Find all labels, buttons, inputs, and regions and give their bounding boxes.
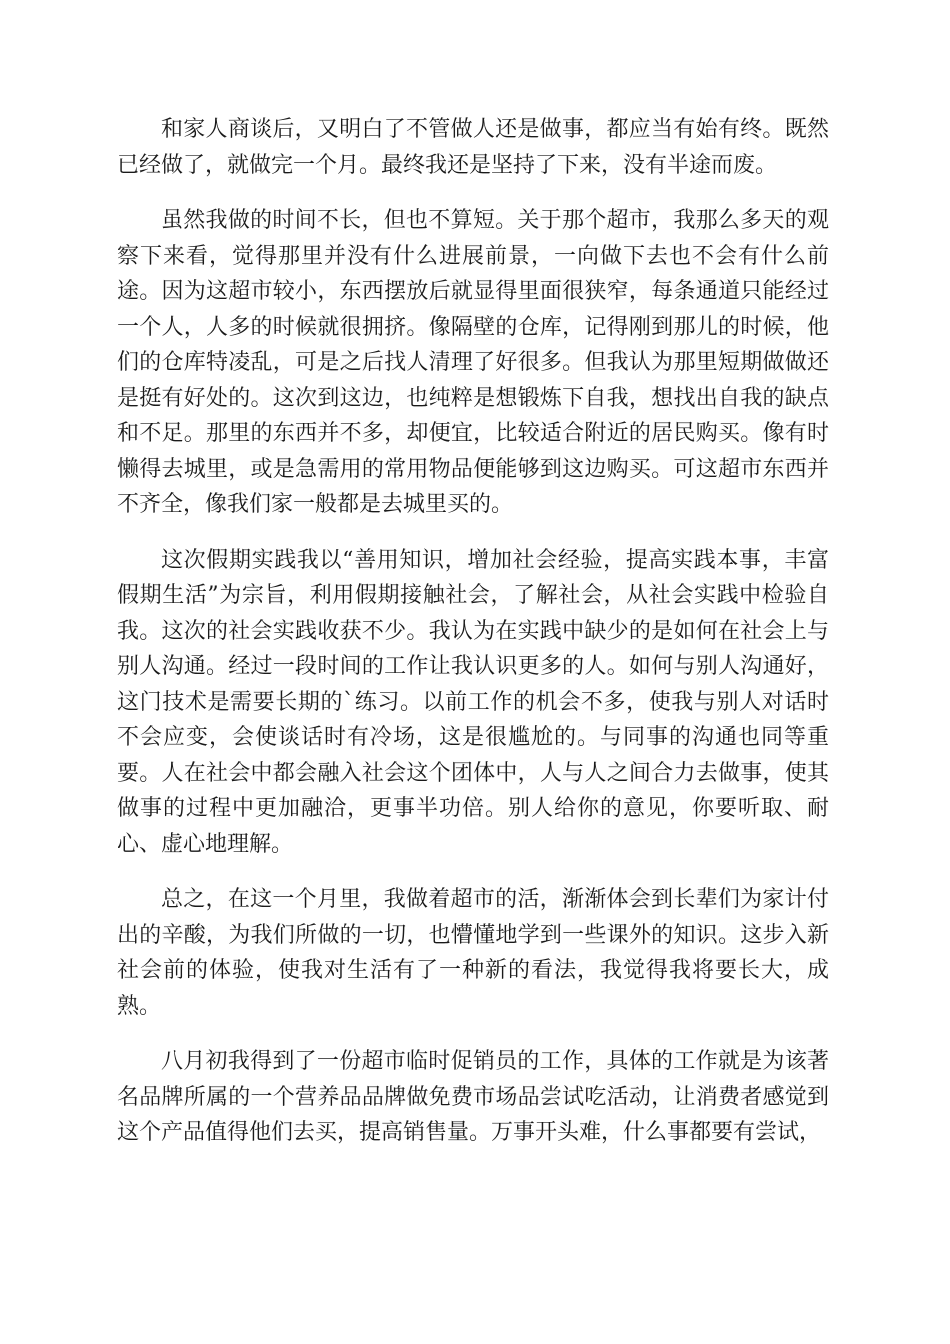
paragraph: 和家人商谈后，又明白了不管做人还是做事，都应当有始有终。既然已经做了，就做完一个月。最终我还是坚持了下来，没有半途而废。 [117, 117, 829, 178]
paragraph: 虽然我做的时间不长，但也不算短。关于那个超市，我那么多天的观察下来看，觉得那里并没有什么进展前景，一向做下去也不会有什么前途。因为这超市较小，东西摆放后就显得里面很狭窄，每条通道只能经过一个人，人多的时候就很拥挤。像隔壁的仓库，记得刚到那儿的时候，他们的仓库特凌乱，可是之后找人清理了好很多。但我认为那里短期做做还是挺有好处的。这次到这边，也纯粹是想锻炼下自我，想找出自我的缺点和不足。那里的东西并不多，却便宜，比较适合附近的居民购买。像有时懒得去城里，或是急需用的常用物品便能够到这边购买。可这超市东西并不齐全，像我们家一般都是去城里买的。 [117, 208, 829, 517]
paragraph: 这次假期实践我以“善用知识，增加社会经验，提高实践本事，丰富假期生活”为宗旨，利用假期接触社会，了解社会，从社会实践中检验自我。这次的社会实践收获不少。我认为在实践中缺少的是如何在社会上与别人沟通。经过一段时间的工作让我认识更多的人。如何与别人沟通好，这门技术是需要长期的`练习。以前工作的机会不多，使我与别人对话时不会应变，会使谈话时有冷场，这是很尴尬的。与同事的沟通也同等重要。人在社会中都会融入社会这个团体中，人与人之间合力去做事，使其做事的过程中更加融洽，更事半功倍。别人给你的意见，你要听取、耐心、虚心地理解。 [117, 547, 829, 857]
document-body [117, 112, 829, 1171]
paragraph: 八月初我得到了一份超市临时促销员的工作，具体的工作就是为该著名品牌所属的一个营养品品牌做免费市场品尝试吃活动，让消费者感觉到这个产品值得他们去买，提高销售量。万事开头难，什么事都要有尝试， [117, 1049, 829, 1145]
paragraph: 总之，在这一个月里，我做着超市的活，渐渐体会到长辈们为家计付出的辛酸，为我们所做的一切，也懵懂地学到一些课外的知识。这步入新社会前的体验，使我对生活有了一种新的看法，我觉得我将要长大，成熟。 [117, 887, 829, 1019]
